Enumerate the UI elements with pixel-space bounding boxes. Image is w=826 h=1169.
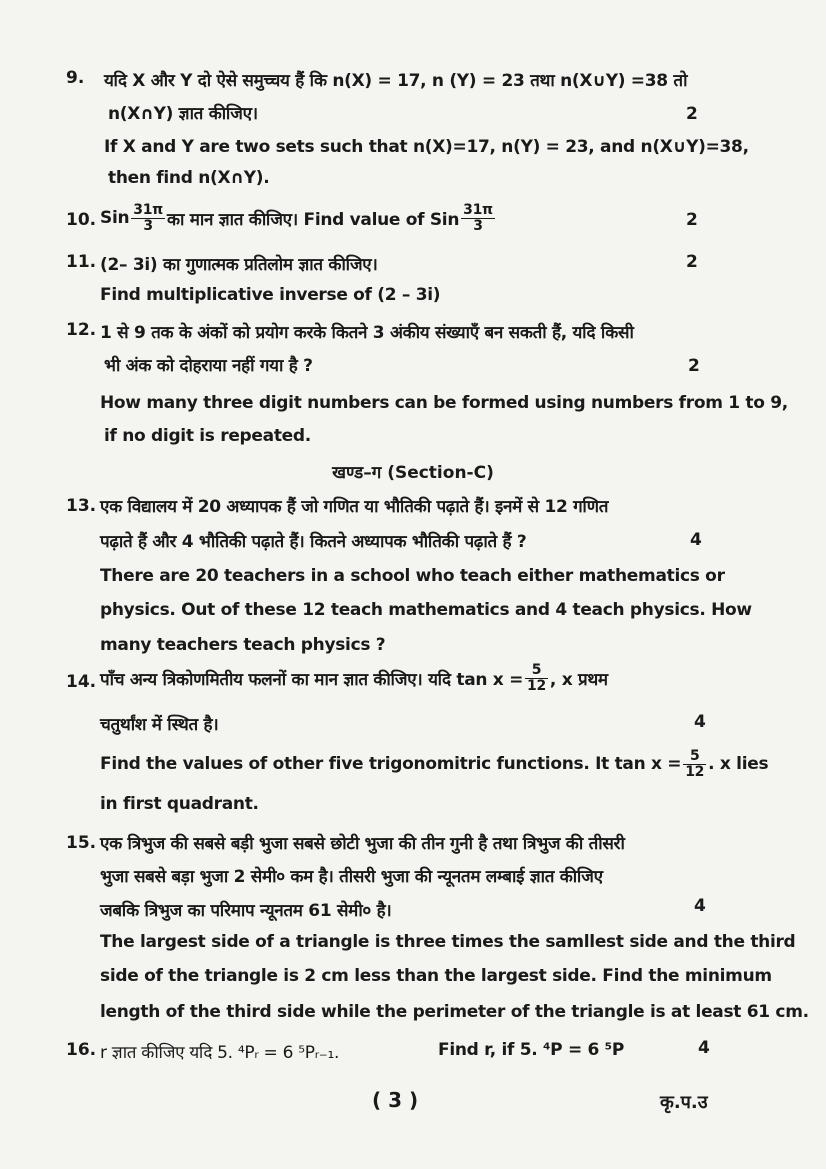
question-text-en: If X and Y are two sets such that n(X)=17, n(Y) = 23, and n(X∪Y)=38, <box>104 137 749 157</box>
question-text-hi <box>100 656 608 700</box>
question-text-hi: चतुर्थांश में स्थित है। <box>100 715 219 735</box>
question-text-hi: एक त्रिभुज की सबसे बड़ी भुजा सबसे छोटी भुजा की तीन गुनी है तथा त्रिभुज की तीसरी <box>100 834 625 854</box>
question-text-hi: पढ़ाते हैं और 4 भौतिकी पढ़ाते हैं। कितने अध्यापक भौतिकी पढ़ाते हैं ? <box>100 532 527 552</box>
question-number: 14. <box>66 672 97 692</box>
marks: 4 <box>698 1038 710 1058</box>
fraction-numerator: 5 <box>525 663 548 679</box>
question-text-en: many teachers teach physics ? <box>100 635 386 655</box>
marks: 2 <box>686 252 698 272</box>
question-text-en: then find n(X∩Y). <box>108 168 270 188</box>
question-text-hi: भुजा सबसे बड़ा भुजा 2 सेमी० कम है। तीसरी भुजा की न्यूनतम लम्बाई ज्ञात कीजिए <box>100 867 603 887</box>
marks: 2 <box>688 356 700 376</box>
question-text-en: There are 20 teachers in a school who teach either mathematics or <box>100 566 725 586</box>
question-text-hi: n(X∩Y) ज्ञात कीजिए। <box>108 104 258 124</box>
question-text-hi-suffix: , x प्रथम <box>549 669 608 690</box>
question-number: 9. <box>66 68 85 88</box>
question-text-en: side of the triangle is 2 cm less than the largest side. Find the minimum <box>100 966 772 986</box>
question-text-en: physics. Out of these 12 teach mathematics and 4 teach physics. How <box>100 600 752 620</box>
fraction <box>683 749 706 780</box>
question-text-en: in first quadrant. <box>100 794 259 814</box>
marks: 4 <box>694 896 706 916</box>
question-text-en: Find r, if 5. ⁴P = 6 ⁵P <box>438 1040 624 1060</box>
question-text-en: Find multiplicative inverse of (2 – 3i) <box>100 285 441 305</box>
question-text-en: length of the third side while the perimeter of the triangle is at least 61 cm. <box>100 1002 809 1022</box>
fraction <box>131 203 165 234</box>
question-text-hi: (2– 3i) का गुणात्मक प्रतिलोम ज्ञात कीजिए। <box>100 255 378 275</box>
question-number: 15. <box>66 833 97 853</box>
question-text-en: How many three digit numbers can be formed using numbers from 1 to 9, <box>100 393 788 413</box>
question-text-en: The largest side of a triangle is three times the samllest side and the third <box>100 932 796 952</box>
please-turn-over: कृ.प.उ <box>660 1092 708 1113</box>
page-number: ( 3 ) <box>372 1088 419 1112</box>
question-text-hi: यदि X और Y दो ऐसे समुच्चय हैं कि n(X) = 17, n (Y) = 23 तथा n(X∪Y) =38 तो <box>104 71 688 91</box>
question-number: 10. <box>66 210 97 230</box>
question-text-hi-part: पाँच अन्य त्रिकोणमितीय फलनों का मान ज्ञात कीजिए। यदि tan x = <box>100 669 524 690</box>
fraction-denominator: 12 <box>527 677 546 694</box>
marks: 4 <box>690 530 702 550</box>
fraction <box>525 663 548 694</box>
question-text-en-suffix: . x lies <box>708 754 769 774</box>
fraction-numerator: 31π <box>463 201 493 218</box>
question-number: 13. <box>66 496 97 516</box>
question-text-en: if no digit is repeated. <box>104 426 311 446</box>
question-text-hi: भी अंक को दोहराया नहीं गया है ? <box>104 356 313 376</box>
question-number: 16. <box>66 1040 97 1060</box>
section-heading: खण्ड–ग (Section-C) <box>332 463 494 483</box>
fraction <box>461 203 495 234</box>
fraction-denominator: 12 <box>685 763 705 780</box>
marks: 4 <box>694 712 706 732</box>
question-text <box>100 198 497 238</box>
question-text-hi: 1 से 9 तक के अंकों को प्रयोग करके कितने 3 अंकीय संख्याएँ बन सकती हैं, यदि किसी <box>100 323 634 343</box>
question-number: 12. <box>66 320 97 340</box>
question-text-hi: r ज्ञात कीजिए यदि 5. ⁴Pᵣ = 6 ⁵Pᵣ₋₁. <box>100 1043 340 1063</box>
question-text-en-part: Find the values of other five trigonomitric functions. It tan x = <box>100 754 682 774</box>
fraction-numerator: 5 <box>683 749 706 765</box>
marks: 2 <box>686 210 698 230</box>
question-text-en <box>100 742 768 786</box>
sin-label: Sin <box>100 208 130 228</box>
question-text-mid: का मान ज्ञात कीजिए। Find value of Sin <box>166 209 460 230</box>
marks: 2 <box>686 104 698 124</box>
fraction-numerator: 31π <box>133 201 163 218</box>
question-text-hi: जबकि त्रिभुज का परिमाप न्यूनतम 61 सेमी० है। <box>100 901 392 921</box>
question-number: 11. <box>66 252 97 272</box>
question-text-hi: एक विद्यालय में 20 अध्यापक हैं जो गणित या भौतिकी पढ़ाते हैं। इनमें से 12 गणित <box>100 497 609 517</box>
fraction-denominator: 3 <box>143 217 153 234</box>
fraction-denominator: 3 <box>473 217 483 234</box>
